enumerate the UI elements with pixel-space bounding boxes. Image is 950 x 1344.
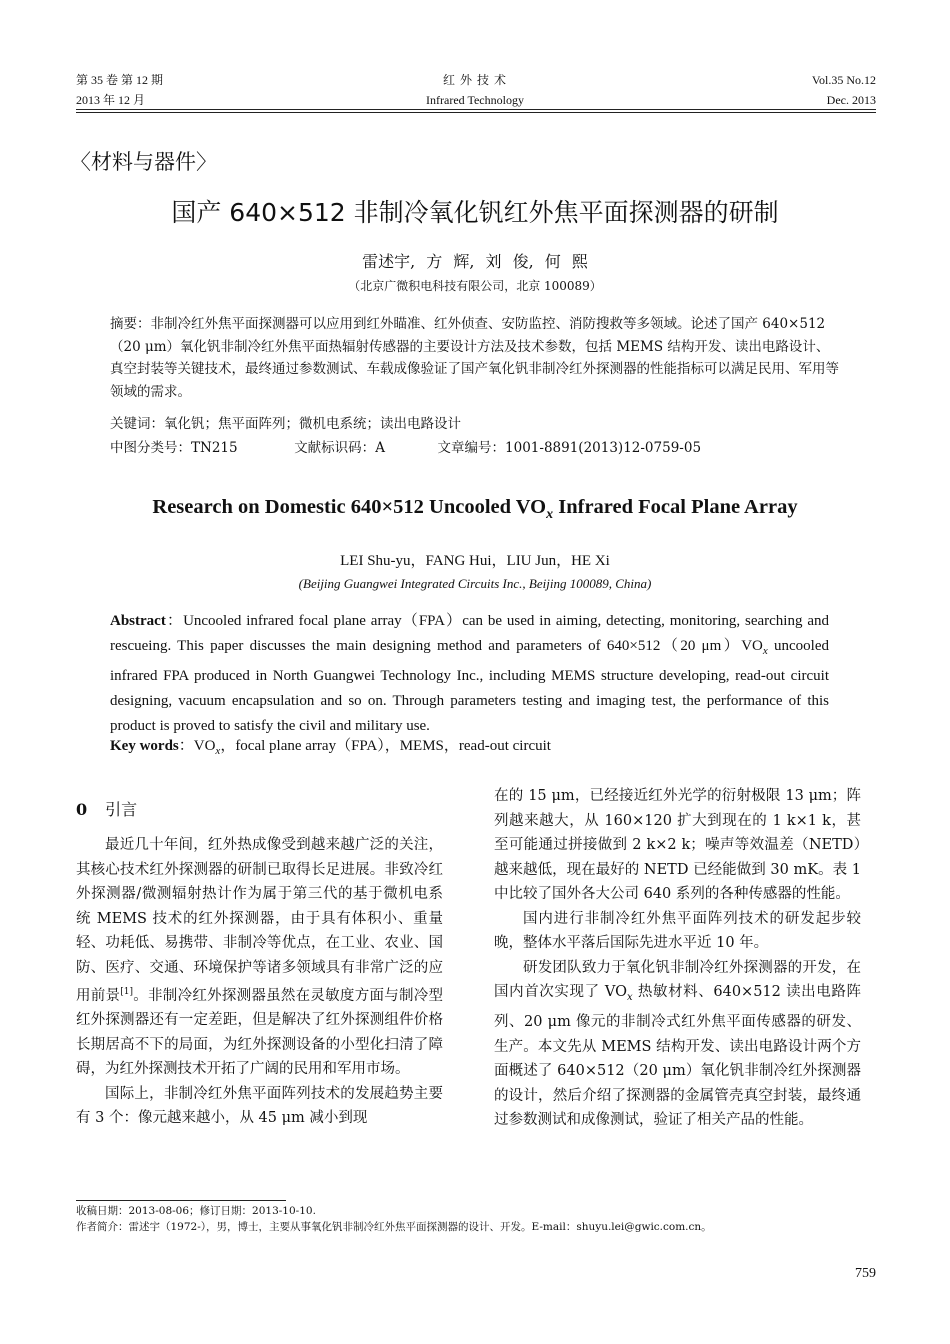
abstract-zh-label: 摘要： xyxy=(110,316,151,332)
classification-line xyxy=(110,437,850,460)
affiliation-en: (Beijing Guangwei Integrated Circuits Inc., Beijing 100089, China) xyxy=(298,576,652,591)
footnotes xyxy=(76,1203,876,1235)
keywords-en: Key words：$VO_x$，focal plane array（FPA），MEMS，read-out circuit xyxy=(110,738,551,757)
keywords-en-label: Key words xyxy=(110,738,179,754)
header-rule-2 xyxy=(76,112,876,113)
intro-paragraph-5: 研发团队致力于氧化钒非制冷红外探测器的开发，在国内首次实现了 $VO_x$ 热敏材料、640×512 读出电路阵列、20 μm 像元的非制冷式红外焦平面传感器的研发、生产。本文先从 MEMS 结构开发、读出电路设计两个方面概述了 640×512（20 μm）氧化钒非制冷红外探测器的设计，然后介绍了探测器的金属管壳真空封装，最终通过参数测试和成像测试，验证了相关产品的性能。 xyxy=(494,959,861,1129)
intro-paragraph-1: 最近几十年间，红外热成像受到越来越广泛的关注，其核心技术红外探测器的研制已取得长足进展。非致冷红外探测器/微测辐射热计作为属于第三代的基于微机电系统 MEMS 技术的红外探测器，由于具有体积小、重量轻、功耗低、易携带、非制冷等优点，在工业、农业、国防、医疗、交通、环境保护等诸多领域具有非常广泛的应用前景[1]。非制冷红外探测器虽然在灵敏度方面与制冷型红外探测器还有一定差距，但是解决了红外探测组件价格长期居高不下的局面，为红外探测设备的小型化扫清了障碍，为红外探测技术开拓了广阔的民用和军用市场。 xyxy=(76,837,443,1078)
section-heading-0: 0 引言 xyxy=(76,800,138,819)
affiliation-zh: （北京广微积电科技有限公司，北京 100089） xyxy=(348,279,602,293)
abstract-en: Abstract：Uncooled infrared focal plane array（FPA）can be used in aiming, detecting, monitoring, searching and rescueing. This paper discusses the main designing method and parameters of 640×512（20 $\mu m)VO_x$ uncooled infrared FPA produced in North Guangwei Technology Inc., including MEMS structure developing, read-out circuit designing, vacuum encapsulation and so on. Through parameters testing and imaging test, the performance of this product is proved to satisfy the civil and military use. xyxy=(110,613,829,734)
journal-volume-en: Vol.35 No.12 Dec. 2013 xyxy=(811,73,876,107)
intro-paragraph-2: 国际上，非制冷红外焦平面阵列技术的发展趋势主要有 3 个：像元越来越小，从 45 μm 减小到现 xyxy=(76,1085,443,1127)
authors-en: LEI Shu-yu，FANG Hui，LIU Jun，HE Xi xyxy=(340,553,610,569)
author-bio: 作者简介：雷述宇（1972-），男，博士，主要从事氧化钒非制冷红外焦平面探测器的设计、开发。E-mail：shuyu.lei@gwic.com.cn。 xyxy=(76,1221,712,1233)
doc-code-value: A xyxy=(375,440,385,456)
received-date: 收稿日期：2013-08-06；修订日期：2013-10-10. xyxy=(76,1205,316,1217)
left-column xyxy=(76,833,443,1131)
abstract-zh-text: 非制冷红外焦平面探测器可以应用到红外瞄准、红外侦查、安防监控、消防搜救等多领域。论述了国产 640×512（20 μm）氧化钒非制冷红外焦平面热辐射传感器的主要设计方法及技术参数，包括 MEMS 结构开发、读出电路设计、真空封装等关键技术，最终通过参数测试、车载成像验证了国产氧化钒非制冷红外探测器的性能指标可以满足民用、军用等领域的需求。 xyxy=(110,316,839,400)
clc-label: 中图分类号： xyxy=(110,440,191,456)
keywords-zh-label: 关键词： xyxy=(110,416,164,432)
journal-name: 红 外 技 术 Infrared Technology xyxy=(426,73,524,107)
abstract-zh xyxy=(110,313,840,403)
journal-volume-issue: 第 35 卷 第 12 期 2013 年 12 月 xyxy=(76,73,164,107)
article-no-label: 文章编号： xyxy=(437,440,506,456)
paper-title-zh: 国产 640×512 非制冷氧化钒红外焦平面探测器的研制 xyxy=(171,198,779,227)
doc-code-label: 文献标识码： xyxy=(294,440,376,456)
header-rule xyxy=(76,109,876,110)
section-tag: 〈材料与器件〉 xyxy=(70,150,217,174)
right-column xyxy=(494,784,861,1133)
authors-zh: 雷述宇, 方 辉, 刘 俊, 何 熙 xyxy=(362,252,588,271)
abstract-en-label: Abstract xyxy=(110,613,166,629)
intro-paragraph-4: 国内进行非制冷红外焦平面阵列技术的研发起步较晚，整体水平落后国际先进水平近 10 年。 xyxy=(494,910,861,951)
intro-paragraph-3: 在的 15 μm，已经接近红外光学的衍射极限 13 μm；阵列越来越大，从 160×120 扩大到现在的 1 k×1 k，甚至可能通过拼接做到 2 k×2 k；噪声等效温差（NETD）越来越低，现在最好的 NETD 已经能做到 30 mK。表 1 中比较了国外各大公司 640 系列的各种传感器的性能。 xyxy=(494,788,861,902)
page-number: 759 xyxy=(855,1266,876,1281)
clc-value: TN215 xyxy=(191,440,238,456)
author-email-link[interactable]: shuyu.lei@gwic.com.cn xyxy=(576,1221,702,1233)
article-no-value: 1001-8891(2013)12-0759-05 xyxy=(505,440,702,456)
keywords-zh xyxy=(110,413,840,436)
paper-title-en: Research on Domestic 640×512 Uncooled $VO_x$ Infrared Focal Plane Array xyxy=(152,496,798,523)
keywords-zh-text: 氧化钒；焦平面阵列；微机电系统；读出电路设计 xyxy=(164,416,461,432)
footnote-rule xyxy=(76,1200,286,1201)
